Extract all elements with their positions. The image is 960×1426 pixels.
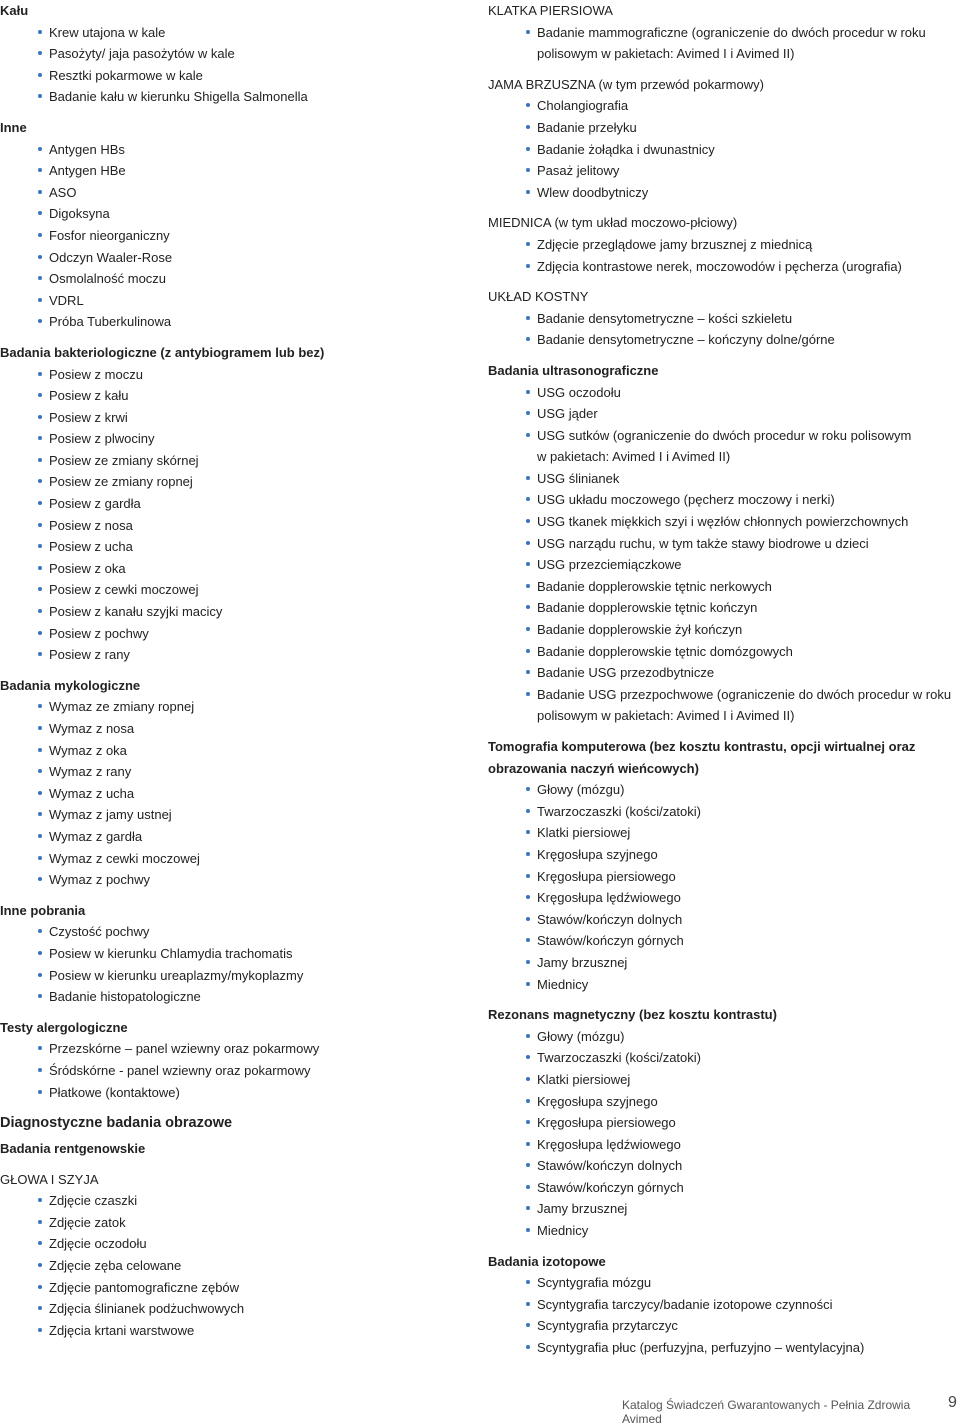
list-item-text: Posiew z ucha	[49, 539, 133, 555]
heading-line: Badania ultrasonograficzne	[488, 362, 659, 378]
list-item-text: Kręgosłupa lędźwiowego	[537, 1136, 681, 1152]
list-item	[537, 1177, 950, 1199]
heading-line: Testy alergologiczne	[0, 1019, 128, 1035]
list-item-text: Zdjęcie oczodołu	[49, 1236, 147, 1252]
list-item	[537, 139, 950, 161]
list-item-text: USG narządu ruchu, w tym także stawy biodrowe u dzieci	[537, 535, 869, 551]
list-item	[537, 1069, 950, 1091]
list-item-text: Krew utajona w kale	[49, 24, 166, 40]
heading-line: Rezonans magnetyczny (bez kosztu kontrastu)	[488, 1007, 777, 1023]
section-badania-rentgenowskie	[0, 1138, 470, 1160]
list-item	[537, 95, 950, 117]
heading-line: obrazowania naczyń wieńcowych)	[488, 760, 699, 776]
list-item	[49, 943, 470, 965]
list-item	[49, 986, 470, 1008]
list-item-text: Odczyn Waaler-Rose	[49, 249, 173, 265]
list-item	[49, 921, 470, 943]
list-item-text: Kręgosłupa szyjnego	[537, 846, 658, 862]
list-item	[49, 623, 470, 645]
list-item	[49, 290, 470, 312]
list-item-text: Zdjęcia ślinianek podżuchwowych	[49, 1301, 245, 1317]
list-item-text: polisowym w pakietach: Avimed I i Avimed II)	[537, 46, 795, 62]
list-item-text: Scyntygrafia mózgu	[537, 1275, 652, 1291]
list-item-text: Posiew z kanału szyjki macicy	[49, 604, 223, 620]
list-item	[49, 1060, 470, 1082]
list-item-text: Kręgosłupa szyjnego	[537, 1093, 658, 1109]
list-item-text: Wymaz ze zmiany ropnej	[49, 699, 195, 715]
list-item	[537, 597, 950, 619]
list-item-text: Pasaż jelitowy	[537, 163, 620, 179]
heading-line: Badania rentgenowskie	[0, 1141, 146, 1157]
section-heading	[488, 212, 950, 234]
list-item	[49, 869, 470, 891]
list-item	[537, 662, 950, 684]
list-item-text: Zdjęcie pantomograficzne zębów	[49, 1279, 240, 1295]
section-kalu	[0, 0, 470, 108]
list-item-text: Posiew z krwi	[49, 409, 128, 425]
list-item	[537, 1091, 950, 1113]
heading-line: Tomografia komputerowa (bez kosztu kontrastu, opcji wirtualnej oraz	[488, 739, 916, 754]
list-item	[49, 696, 470, 718]
list-item	[537, 801, 950, 823]
list-item-text: VDRL	[49, 292, 84, 308]
section-uklad-kostny	[488, 286, 950, 351]
list-item	[49, 43, 470, 65]
list-item	[49, 86, 470, 108]
heading-line: UKŁAD KOSTNY	[488, 289, 589, 305]
list-item	[537, 576, 950, 598]
item-list	[488, 234, 950, 277]
item-list	[0, 364, 470, 666]
list-item	[537, 1220, 950, 1242]
list-item-text: Antygen HBe	[49, 163, 126, 179]
list-item-text: Miednicy	[537, 1223, 589, 1239]
list-item-text: Badanie histopatologiczne	[49, 989, 201, 1005]
section-jama-brzuszna-w-tym-przewod-pokarmowy	[488, 74, 950, 204]
list-item	[49, 826, 470, 848]
list-item	[537, 1155, 950, 1177]
item-list	[0, 1190, 470, 1341]
item-list	[488, 382, 950, 728]
section-heading	[488, 1004, 950, 1026]
heading-line: Diagnostyczne badania obrazowe	[0, 1115, 233, 1132]
list-item-text: Przezskórne – panel wziewny oraz pokarmowy	[49, 1041, 320, 1057]
list-item	[49, 1190, 470, 1212]
list-item-text: Zdjęcia krtani warstwowe	[49, 1322, 195, 1338]
list-item	[49, 450, 470, 472]
list-item	[49, 65, 470, 87]
list-item	[537, 160, 950, 182]
list-item-text: Wymaz z gardła	[49, 828, 143, 844]
list-item	[49, 1298, 470, 1320]
list-item-text: Stawów/kończyn dolnych	[537, 1158, 683, 1174]
footer-text: Katalog Świadczeń Gwarantowanych - Pełnia Zdrowia Avimed	[622, 1398, 911, 1426]
section-glowa-i-szyja	[0, 1169, 470, 1342]
list-item	[537, 641, 950, 663]
list-item	[49, 783, 470, 805]
list-item-text: Zdjęcie zatok	[49, 1214, 126, 1230]
list-item-text: ASO	[49, 184, 77, 200]
list-item	[49, 311, 470, 333]
list-item	[537, 909, 950, 931]
list-item	[537, 1026, 950, 1048]
item-list	[488, 779, 950, 995]
list-item-text: Wymaz z cewki moczowej	[49, 850, 200, 866]
section-rezonans-magnetyczny-bez-kosztu-kontrast	[488, 1004, 950, 1242]
list-item-text: Wymaz z rany	[49, 764, 132, 780]
list-item-text: Badanie densytometryczne – kości szkieletu	[537, 310, 793, 326]
list-item-text: Zdjęcie czaszki	[49, 1193, 138, 1209]
list-item-text: USG sutków (ograniczenie do dwóch procedur w roku polisowym	[537, 427, 912, 443]
list-item-text: Posiew z cewki moczowej	[49, 582, 199, 598]
list-item	[49, 804, 470, 826]
list-item-text: Próba Tuberkulinowa	[49, 314, 172, 330]
list-item-text: Wymaz z pochwy	[49, 872, 151, 888]
list-item	[49, 139, 470, 161]
list-item	[537, 1315, 950, 1337]
list-item-text: Stawów/kończyn dolnych	[537, 911, 683, 927]
list-item	[49, 1212, 470, 1234]
list-item-text: Posiew z rany	[49, 647, 130, 663]
list-item	[49, 515, 470, 537]
list-item-text: Śródskórne - panel wziewny oraz pokarmowy	[49, 1062, 311, 1078]
list-item	[49, 22, 470, 44]
list-item	[49, 1038, 470, 1060]
list-item	[537, 619, 950, 641]
list-item-text: Posiew z oka	[49, 560, 126, 576]
list-item	[49, 1233, 470, 1255]
list-item	[49, 182, 470, 204]
list-item	[537, 1294, 950, 1316]
list-item-text: USG ślinianek	[537, 470, 620, 486]
section-heading	[0, 675, 470, 697]
list-item	[49, 385, 470, 407]
list-item-text: USG jąder	[537, 406, 598, 422]
list-item	[537, 308, 950, 330]
section-badania-bakteriologiczne-z-antybiogramem	[0, 342, 470, 666]
list-item	[537, 329, 950, 351]
list-item	[537, 533, 950, 555]
list-item	[537, 511, 950, 533]
list-item	[537, 234, 950, 256]
heading-line: Badania mykologiczne	[0, 677, 141, 693]
list-item	[537, 1112, 950, 1134]
list-item-text: Badanie przełyku	[537, 119, 637, 135]
list-item-text: Wymaz z nosa	[49, 721, 135, 736]
list-item-text: polisowym w pakietach: Avimed I i Avimed II)	[537, 708, 795, 724]
item-list	[488, 1272, 950, 1358]
section-heading	[488, 74, 950, 96]
list-item-text: Badanie mammograficzne (ograniczenie do dwóch procedur w roku	[537, 24, 926, 40]
list-item	[49, 558, 470, 580]
section-heading	[0, 1112, 470, 1134]
list-item	[537, 182, 950, 204]
list-item-text: Badanie dopplerowskie żył kończyn	[537, 622, 743, 638]
list-item	[537, 1198, 950, 1220]
list-item	[49, 740, 470, 762]
list-item-text: Kręgosłupa piersiowego	[537, 868, 676, 884]
list-item-text: USG przezciemiączkowe	[537, 557, 682, 573]
list-item-text: Zdjęcie przeglądowe jamy brzusznej z miednicą	[537, 236, 813, 252]
list-item-text: Zdjęcie zęba celowane	[49, 1258, 182, 1274]
list-item	[537, 489, 950, 511]
list-item-text: Badanie USG przezodbytnicze	[537, 665, 715, 681]
list-item	[49, 644, 470, 666]
list-item	[537, 930, 950, 952]
list-item-text: Digoksyna	[49, 206, 110, 222]
list-item-text: Scyntygrafia płuc (perfuzyjna, perfuzyjno – wentylacyjna)	[537, 1340, 865, 1356]
heading-line: MIEDNICA (w tym układ moczowo-płciowy)	[488, 215, 738, 231]
heading-line: JAMA BRZUSZNA (w tym przewód pokarmowy)	[488, 76, 764, 92]
list-item-text: Badanie dopplerowskie tętnic kończyn	[537, 600, 758, 616]
section-testy-alergologiczne	[0, 1017, 470, 1103]
list-item-text: Badanie kału w kierunku Shigella Salmonella	[49, 89, 308, 105]
list-item	[49, 225, 470, 247]
list-item-text: Jamy brzusznej	[537, 954, 628, 970]
item-list	[0, 22, 470, 108]
list-item-text: Resztki pokarmowe w kale	[49, 67, 203, 83]
list-item-text: Klatki piersiowej	[537, 825, 631, 841]
item-list	[0, 139, 470, 333]
list-item-text: Wymaz z ucha	[49, 785, 135, 801]
list-item	[537, 779, 950, 801]
list-item	[49, 965, 470, 987]
item-list	[0, 921, 470, 1007]
list-item-text: Głowy (mózgu)	[537, 782, 625, 798]
right-column	[488, 0, 950, 1359]
list-item-text: Posiew z kału	[49, 388, 129, 404]
list-item-text: Osmolalność moczu	[49, 271, 167, 287]
list-item-text: Kręgosłupa lędźwiowego	[537, 890, 681, 906]
list-item	[49, 493, 470, 515]
item-list	[488, 95, 950, 203]
item-list	[488, 22, 950, 65]
list-item-text: Pasożyty/ jaja pasożytów w kale	[49, 46, 235, 62]
list-item-text: Posiew z moczu	[49, 366, 143, 382]
list-item	[537, 382, 950, 404]
list-item	[49, 761, 470, 783]
section-badania-mykologiczne	[0, 675, 470, 891]
section-heading	[488, 286, 950, 308]
list-item	[49, 160, 470, 182]
section-heading	[488, 0, 950, 22]
list-item-text: Płatkowe (kontaktowe)	[49, 1084, 180, 1100]
list-item	[49, 471, 470, 493]
list-item	[49, 601, 470, 623]
list-item	[537, 822, 950, 844]
list-item-text: Badanie USG przezpochwowe (ograniczenie do dwóch procedur w roku	[537, 686, 952, 702]
list-item-text: USG tkanek miękkich szyi i węzłów chłonnych powierzchownych	[537, 514, 909, 530]
list-item-text: Stawów/kończyn górnych	[537, 1179, 684, 1195]
list-item-text: Badanie densytometryczne – kończyny dolne/górne	[537, 332, 835, 348]
list-item-text: Wymaz z oka	[49, 742, 127, 758]
item-list	[0, 696, 470, 890]
heading-line: Inne pobrania	[0, 902, 86, 918]
section-heading	[488, 1251, 950, 1273]
list-item-text: Badanie żołądka i dwunastnicy	[537, 141, 715, 157]
section-inne-pobrania	[0, 900, 470, 1008]
list-item-text: Kręgosłupa piersiowego	[537, 1115, 676, 1131]
list-item-text: Posiew z gardła	[49, 496, 141, 512]
list-item	[49, 718, 470, 740]
list-item-text: w pakietach: Avimed I i Avimed II)	[537, 449, 731, 465]
section-heading	[0, 342, 470, 364]
list-item	[537, 22, 950, 65]
section-badania-ultrasonograficzne	[488, 360, 950, 727]
list-item-text: Jamy brzusznej	[537, 1201, 628, 1217]
list-item	[49, 1277, 470, 1299]
item-list	[488, 308, 950, 351]
section-inne	[0, 117, 470, 333]
list-item	[49, 203, 470, 225]
section-miednica-w-tym-uklad-moczowo-plciowy	[488, 212, 950, 277]
list-item-text: Twarzoczaszki (kości/zatoki)	[537, 803, 701, 819]
list-item	[537, 974, 950, 996]
section-heading	[488, 360, 950, 382]
list-item-text: Posiew z nosa	[49, 517, 133, 533]
left-column	[0, 0, 470, 1341]
list-item	[537, 1272, 950, 1294]
section-klatka-piersiowa	[488, 0, 950, 65]
list-item-text: Głowy (mózgu)	[537, 1028, 625, 1044]
heading-line: KLATKA PIERSIOWA	[488, 3, 613, 18]
item-list	[488, 1026, 950, 1242]
list-item-text: Scyntygrafia tarczycy/badanie izotopowe czynności	[537, 1296, 833, 1312]
list-item-text: Miednicy	[537, 976, 589, 992]
section-tomografia-komputerowa-bez-kosztu-kontra	[488, 736, 950, 995]
item-list	[0, 1038, 470, 1103]
list-item	[49, 428, 470, 450]
list-item	[537, 554, 950, 576]
list-item	[537, 425, 950, 468]
list-item	[49, 1082, 470, 1104]
list-item	[537, 468, 950, 490]
list-item-text: USG układu moczowego (pęcherz moczowy i nerki)	[537, 492, 835, 508]
list-item-text: Badanie dopplerowskie tętnic domózgowych	[537, 643, 793, 659]
list-item-text: Klatki piersiowej	[537, 1071, 631, 1087]
list-item-text: Posiew ze zmiany ropnej	[49, 474, 193, 490]
list-item	[537, 684, 950, 727]
list-item	[49, 407, 470, 429]
list-item	[537, 1047, 950, 1069]
heading-line: Badania bakteriologiczne (z antybiogramem lub bez)	[0, 344, 325, 360]
list-item-text: Posiew z pochwy	[49, 625, 149, 641]
list-item-text: USG oczodołu	[537, 384, 621, 400]
list-item	[537, 866, 950, 888]
list-item	[49, 364, 470, 386]
section-heading	[0, 900, 470, 922]
section-heading	[0, 1138, 470, 1160]
list-item	[537, 256, 950, 278]
page-footer	[622, 1394, 957, 1426]
list-item	[49, 247, 470, 269]
section-heading	[0, 0, 470, 22]
list-item	[537, 117, 950, 139]
list-item-text: Cholangiografia	[537, 98, 629, 114]
list-item-text: Badanie dopplerowskie tętnic nerkowych	[537, 578, 772, 594]
list-item-text: Posiew w kierunku ureaplazmy/mykoplazmy	[49, 967, 304, 983]
list-item-text: Zdjęcia kontrastowe nerek, moczowodów i pęcherza (urografia)	[537, 258, 902, 274]
list-item	[537, 844, 950, 866]
list-item	[49, 848, 470, 870]
list-item-text: Fosfor nieorganiczny	[49, 227, 170, 243]
list-item	[537, 887, 950, 909]
list-item	[49, 579, 470, 601]
list-item	[537, 1337, 950, 1359]
section-diagnostyczne-badania-obrazowe	[0, 1112, 470, 1134]
heading-line: Kału	[0, 3, 29, 18]
heading-line: Badania izotopowe	[488, 1253, 606, 1269]
list-item-text: Stawów/kończyn górnych	[537, 933, 684, 949]
heading-line: Inne	[0, 119, 27, 135]
list-item-text: Wlew doodbytniczy	[537, 184, 649, 200]
list-item-text: Posiew w kierunku Chlamydia trachomatis	[49, 945, 293, 961]
list-item	[537, 1134, 950, 1156]
list-item-text: Scyntygrafia przytarczyc	[537, 1318, 678, 1334]
section-heading	[0, 1017, 470, 1039]
heading-line: GŁOWA I SZYJA	[0, 1171, 99, 1187]
list-item	[49, 536, 470, 558]
section-heading	[0, 117, 470, 139]
section-heading	[0, 1169, 470, 1191]
list-item-text: Posiew ze zmiany skórnej	[49, 452, 199, 468]
list-item-text: Twarzoczaszki (kości/zatoki)	[537, 1050, 701, 1066]
list-item	[49, 1320, 470, 1342]
list-item-text: Antygen HBs	[49, 141, 125, 157]
list-item	[537, 403, 950, 425]
list-item	[49, 1255, 470, 1277]
list-item	[49, 268, 470, 290]
section-badania-izotopowe	[488, 1251, 950, 1359]
list-item-text: Posiew z plwociny	[49, 431, 155, 447]
page-number: 9	[948, 1394, 957, 1411]
list-item	[537, 952, 950, 974]
list-item-text: Wymaz z jamy ustnej	[49, 807, 172, 823]
section-heading	[488, 736, 950, 779]
list-item-text: Czystość pochwy	[49, 924, 150, 940]
